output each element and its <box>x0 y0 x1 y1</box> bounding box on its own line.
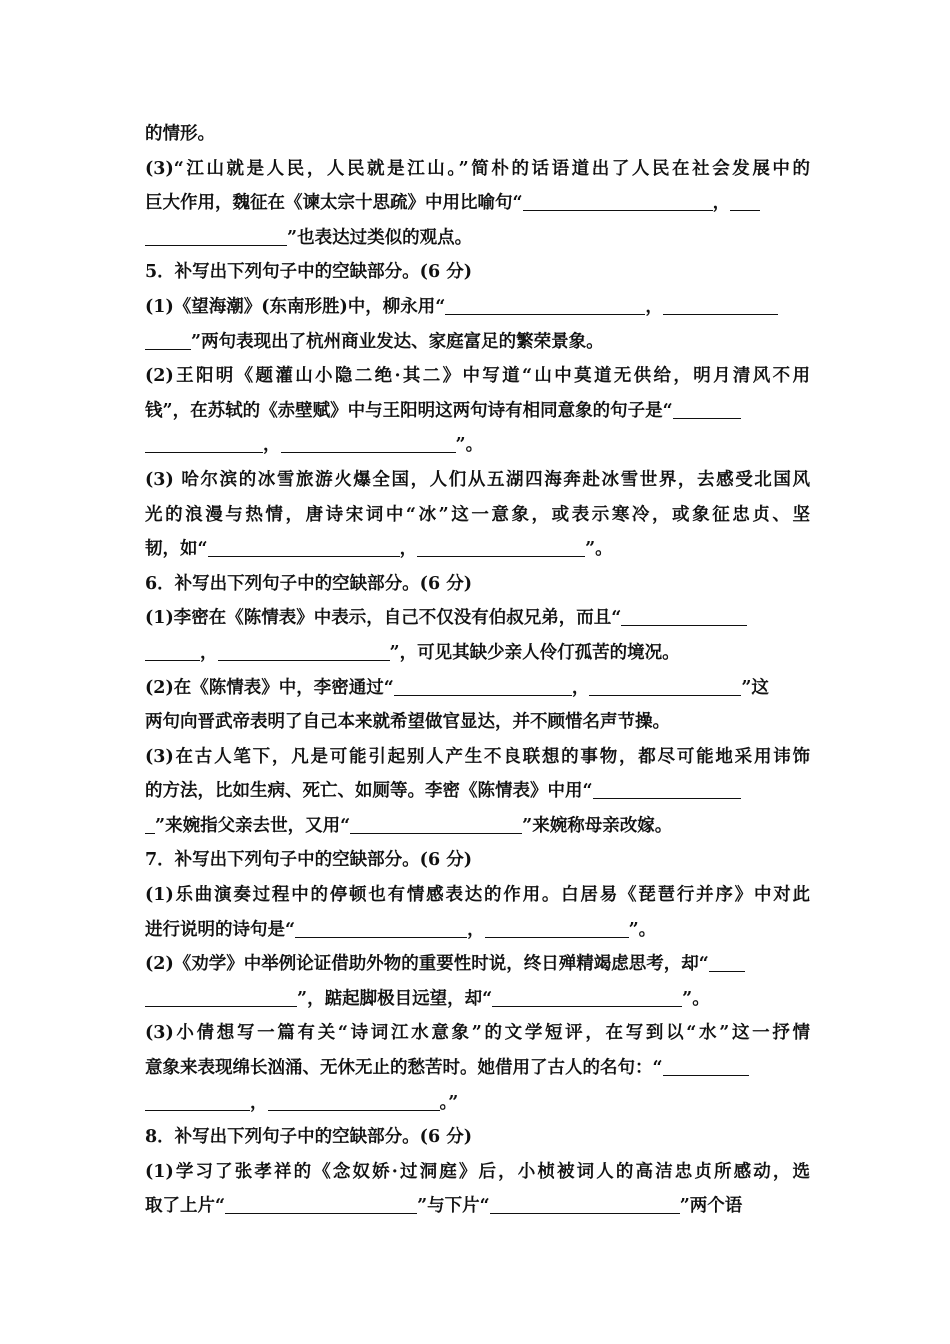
question-heading: 5．补写出下列句子中的空缺部分。(6 分) <box>145 262 473 283</box>
text-line: 的情形。 <box>145 124 215 144</box>
answer-blank[interactable] <box>417 538 585 557</box>
text-line: 光的浪漫与热情，唐诗宋词中“冰”这一意象，或表示寒冷，或象征忠贞、坚 <box>145 504 810 525</box>
answer-blank[interactable] <box>350 815 522 834</box>
answer-blank[interactable] <box>145 815 155 834</box>
answer-blank[interactable] <box>485 919 629 938</box>
text-line: ， ”。 <box>145 428 810 463</box>
answer-blank[interactable] <box>268 1092 440 1111</box>
text-line: (2)在《陈情表》中，李密通过“ ， ”这 <box>145 677 769 698</box>
text-line: 取了上片“ ”与下片“ ”两个语 <box>145 1196 743 1217</box>
text-line: 钱”，在苏轼的《赤壁赋》中与王阳明这两句诗有相同意象的句子是“ <box>145 394 810 429</box>
document-body <box>145 117 810 1224</box>
text-line: (3)“江山就是人民，人民就是江山。”简朴的话语道出了人民在社会发展中的 <box>145 158 810 179</box>
question-heading: 7．补写出下列句子中的空缺部分。(6 分) <box>145 850 473 871</box>
answer-blank[interactable] <box>295 919 467 938</box>
text-line: (1)《望海潮》(东南形胜)中，柳永用“ ， <box>145 290 810 325</box>
text-line: (1)学习了张孝祥的《念奴娇·过洞庭》后，小桢被词人的高洁忠贞所感动，选 <box>145 1161 810 1182</box>
text-line: (3)在古人笔下，凡是可能引起别人产生不良联想的事物，都尽可能地采用讳饰 <box>145 746 810 767</box>
text-line: 进行说明的诗句是“ ， ”。 <box>145 919 657 940</box>
answer-blank[interactable] <box>673 400 741 419</box>
text-line: ， 。” <box>145 1086 810 1121</box>
answer-blank[interactable] <box>663 1057 749 1076</box>
answer-blank[interactable] <box>145 434 263 453</box>
answer-blank[interactable] <box>145 1092 250 1111</box>
answer-blank[interactable] <box>589 677 741 696</box>
answer-blank[interactable] <box>281 434 456 453</box>
text-line: 意象来表现绵长汹涌、无休无止的愁苦时。她借用了古人的名句：“ <box>145 1051 810 1086</box>
answer-blank[interactable] <box>593 780 741 799</box>
answer-blank[interactable] <box>218 642 390 661</box>
answer-blank[interactable] <box>208 538 400 557</box>
answer-blank[interactable] <box>394 677 572 696</box>
text-line: ”也表达过类似的观点。 <box>145 221 810 256</box>
answer-blank[interactable] <box>145 642 200 661</box>
answer-blank[interactable] <box>225 1195 417 1214</box>
text-line: (1)乐曲演奏过程中的停顿也有情感表达的作用。白居易《琵琶行并序》中对此 <box>145 885 810 906</box>
text-line: (2)《劝学》中举例论证借助外物的重要性时说，终日殚精竭虑思考，却“ <box>145 947 810 982</box>
answer-blank[interactable] <box>621 607 747 626</box>
answer-blank[interactable] <box>523 192 713 211</box>
answer-blank[interactable] <box>145 988 297 1007</box>
answer-blank[interactable] <box>492 988 682 1007</box>
text-line: 韧，如“ ， ”。 <box>145 539 613 560</box>
answer-blank[interactable] <box>490 1195 680 1214</box>
text-line: 两句向晋武帝表明了自己本来就希望做官显达，并不顾惜名声节操。 <box>145 712 670 733</box>
text-line: (2)王阳明《题灌山小隐二绝·其二》中写道“山中莫道无供给，明月清风不用 <box>145 366 810 387</box>
text-line: ”来婉指父亲去世，又用“ ”来婉称母亲改嫁。 <box>145 809 810 844</box>
text-line: (3)小倩想写一篇有关“诗词江水意象”的文学短评，在写到以“水”这一抒情 <box>145 1023 810 1044</box>
text-line: 的方法，比如生病、死亡、如厕等。李密《陈情表》中用“ <box>145 774 810 809</box>
question-heading: 8．补写出下列句子中的空缺部分。(6 分) <box>145 1127 473 1148</box>
answer-blank[interactable] <box>663 296 778 315</box>
answer-blank[interactable] <box>709 953 745 972</box>
answer-blank[interactable] <box>145 227 287 246</box>
text-line: (1)李密在《陈情表》中表示，自己不仅没有伯叔兄弟，而且“ <box>145 601 810 636</box>
answer-blank[interactable] <box>145 331 191 350</box>
answer-blank[interactable] <box>730 192 760 211</box>
text-line: 巨大作用，魏征在《谏太宗十思疏》中用比喻句“ ， <box>145 186 810 221</box>
text-line: ， ”，可见其缺少亲人伶仃孤苦的境况。 <box>145 636 810 671</box>
text-line: ”两句表现出了杭州商业发达、家庭富足的繁荣景象。 <box>145 325 810 360</box>
question-heading: 6．补写出下列句子中的空缺部分。(6 分) <box>145 573 473 594</box>
answer-blank[interactable] <box>445 296 645 315</box>
text-line: (3) 哈尔滨的冰雪旅游火爆全国，人们从五湖四海奔赴冰雪世界，去感受北国风 <box>145 469 810 490</box>
text-line: ”，踮起脚极目远望，却“ ”。 <box>145 982 810 1017</box>
